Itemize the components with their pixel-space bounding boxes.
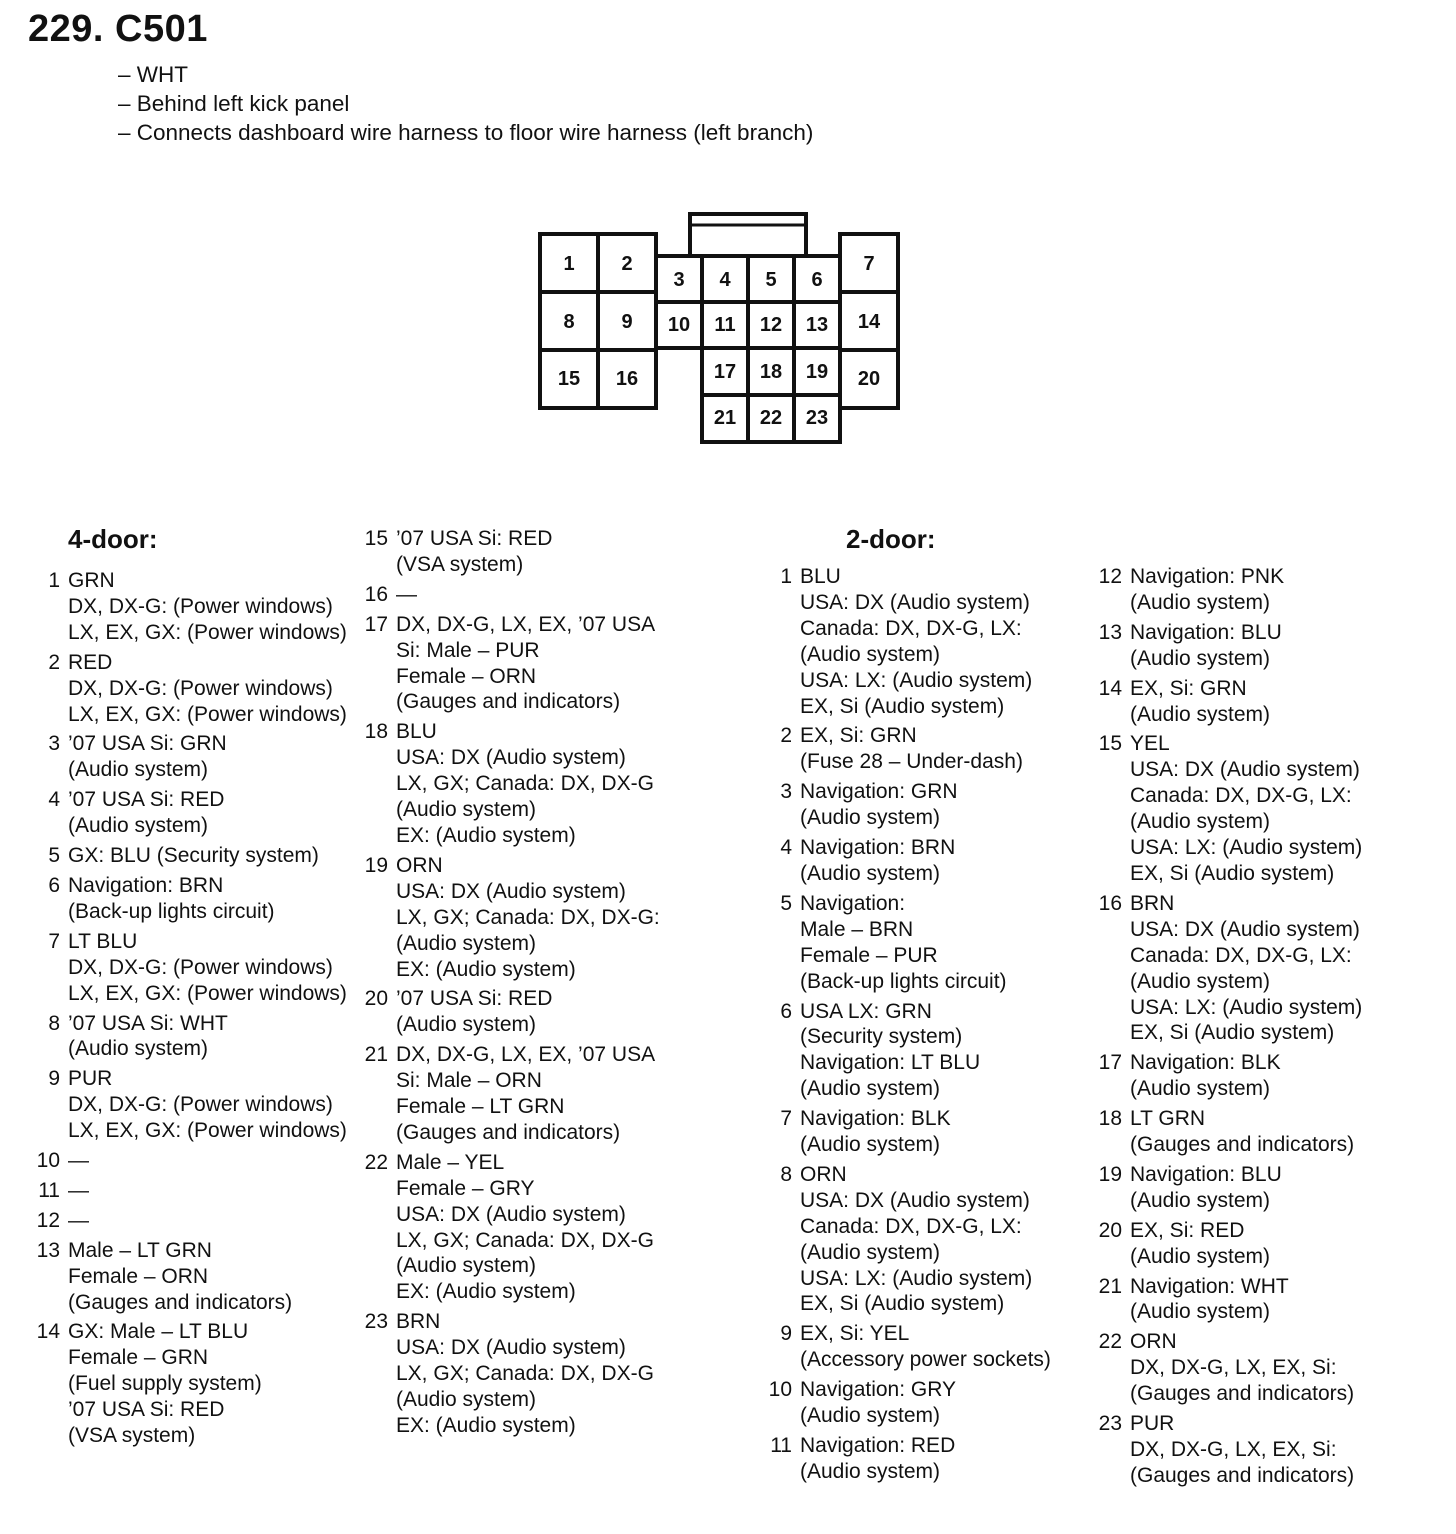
pin-entry [366,1309,660,1439]
pin-description-line: (Audio system) [1130,1300,1271,1324]
pin-description-line: (Audio system) [800,1240,941,1264]
pin-description-line: LX, GX; Canada: DX, DX-G [396,1228,654,1252]
cavity-18: 18 [759,361,783,383]
pin-description-line: ORN [1130,1330,1177,1354]
pin-number: 16 [1098,891,1122,915]
pin-number: 18 [364,720,388,744]
pin-description-line: (Audio system) [800,1077,941,1101]
pin-description-line: LX, GX; Canada: DX, DX-G [396,1362,654,1386]
pin-description-line: LX, EX, GX: (Power windows) [68,1119,347,1143]
pin-description-line: RED [68,650,113,674]
pin-description-line: ’07 USA Si: RED [396,987,553,1011]
pin-description-line: ’07 USA Si: RED [68,1398,225,1422]
pin-entry [1100,676,1362,728]
pin-number: 16 [364,582,388,606]
pin-entry [770,564,1051,719]
pin-number: 15 [364,527,388,550]
pin-number: 2 [48,650,60,674]
pin-description-line: (VSA system) [68,1424,196,1448]
pin-description-line: Female – ORN [68,1264,209,1288]
pin-description-line: Canada: DX, DX-G, LX: [1130,784,1352,808]
pin-entry [1100,564,1362,616]
pin-description-line: BLU [800,565,841,588]
two-door-pins-col2 [1100,564,1362,1493]
cavity-12: 12 [759,314,783,336]
pin-description-line: (Audio system) [800,642,941,666]
pin-description-line: EX: (Audio system) [396,823,576,847]
pin-number: 8 [780,1162,792,1186]
pin-description-line: (Audio system) [1130,1077,1271,1101]
pin-entry [1100,620,1362,672]
pin-entry [38,1066,347,1144]
cavity-4: 4 [719,269,731,291]
pin-description-line: BLU [396,720,437,744]
cavity-11: 11 [714,314,736,336]
pin-description-line: Navigation: GRN [800,780,958,804]
pin-entry [770,835,1051,887]
pin-description-line: (Accessory power sockets) [800,1348,1051,1372]
pin-description-line: (Audio system) [800,806,941,830]
cavity-19: 19 [805,361,829,383]
pin-entry [770,1321,1051,1373]
connector-color: – WHT [118,62,188,87]
pin-description-line: (Audio system) [800,861,941,885]
pin-number: 20 [364,987,388,1011]
pin-number: 14 [36,1320,60,1344]
pin-entry [1100,731,1362,886]
pin-description-line: Male – BRN [800,917,914,941]
pin-number: 1 [780,565,792,588]
pin-description-line: (Security system) [800,1025,963,1049]
pin-number: 2 [780,724,792,748]
pin-number: 3 [48,732,60,756]
pin-description-line: Navigation: LT BLU [800,1051,981,1075]
pin-description-line: (Gauges and indicators) [396,1120,621,1144]
pin-entry [366,1042,660,1146]
cavity-5: 5 [765,269,777,291]
pin-entry [38,731,347,783]
pin-entry [38,873,347,925]
pin-description-line: Navigation: [800,891,906,915]
pin-description-line: — [396,582,417,606]
pin-description-line: (Gauges and indicators) [396,690,621,714]
pin-number: 11 [38,1178,60,1202]
pin-description-line: BRN [396,1310,441,1334]
pin-entry [1100,1274,1362,1326]
pin-description-line: — [68,1149,89,1173]
cavity-15: 15 [557,368,581,390]
pin-number: 12 [1098,565,1122,588]
pin-number: 14 [1098,676,1122,700]
pin-description-line: LT GRN [1130,1107,1206,1131]
pin-description-line: (Gauges and indicators) [1130,1133,1355,1157]
cavity-9: 9 [621,311,633,333]
pin-number: 9 [48,1067,60,1091]
pin-description-line: EX, Si: YEL [800,1322,910,1346]
pin-description-line: GRN [68,569,115,592]
pin-number: 10 [768,1378,792,1402]
pin-number: 21 [1098,1274,1122,1298]
pin-description-line: EX, Si (Audio system) [800,694,1005,718]
pin-description-line: USA: DX (Audio system) [396,879,626,903]
pin-entry [770,1433,1051,1485]
pin-description-line: EX, Si (Audio system) [800,1292,1005,1316]
pin-description-line: Navigation: BRN [800,836,956,860]
pin-description-line: (Audio system) [1130,1188,1271,1212]
pin-description-line: (Audio system) [396,798,537,822]
pin-entry [38,1238,347,1316]
pin-description-line: Navigation: BLU [1130,620,1282,644]
pin-description-line: Female – ORN [396,664,537,688]
pin-number: 1 [48,569,60,592]
pin-description-line: LT BLU [68,929,138,953]
pin-entry [770,999,1051,1103]
pin-description-line: (Audio system) [68,758,209,782]
four-door-pins-col1 [38,568,347,1453]
pin-entry [366,1150,660,1305]
pin-entry [770,1377,1051,1429]
pin-entry [770,779,1051,831]
cavity-23: 23 [805,407,829,429]
pin-description-line: (Audio system) [800,1459,941,1483]
pin-entry [38,843,347,869]
pin-number: 11 [770,1434,792,1457]
connector-location: – Behind left kick panel [118,91,350,116]
cavity-1: 1 [563,253,575,275]
pin-description-line: (VSA system) [396,552,524,576]
pin-description-line: Female – PUR [800,943,938,967]
pin-description-line: Navigation: BLK [800,1107,951,1131]
pin-number: 13 [1098,620,1122,644]
pin-description-line: (Back-up lights circuit) [800,969,1007,993]
cavity-20: 20 [857,368,881,390]
pin-description-line: Si: Male – ORN [396,1069,542,1093]
pin-description-line: (Audio system) [396,1388,537,1411]
pin-description-line: (Audio system) [1130,702,1271,726]
pin-description-line: (Fuel supply system) [68,1372,262,1396]
pin-entry [770,1162,1051,1317]
pin-entry [38,1208,347,1234]
pin-entry [366,853,660,983]
pin-number: 21 [364,1043,388,1067]
pin-description-line: USA: LX: (Audio system) [1130,995,1363,1019]
pin-description-line: DX, DX-G: (Power windows) [68,955,333,979]
pin-entry [366,719,660,849]
pin-description-line: — [68,1178,89,1202]
pin-description-line: Navigation: BLK [1130,1051,1281,1075]
pin-entry [366,986,660,1038]
pin-description-line: GX: BLU (Security system) [68,844,319,868]
pin-number: 8 [48,1011,60,1035]
pin-description-line: ORN [396,853,443,877]
pin-entry [770,723,1051,775]
pin-number: 7 [48,929,60,953]
pin-entry [366,582,660,608]
pin-number: 19 [364,853,388,877]
pin-description-line: USA: DX (Audio system) [800,590,1030,614]
pin-description-line: DX, DX-G, LX, EX, ’07 USA [396,612,656,636]
pin-number: 18 [1098,1107,1122,1131]
pin-description-line: (Back-up lights circuit) [68,899,275,923]
pin-description-line: USA: DX (Audio system) [396,1336,626,1360]
pin-description-line: Male – YEL [396,1150,505,1174]
pin-description-line: EX, Si: GRN [800,724,917,748]
pin-number: 23 [364,1310,388,1334]
pin-number: 10 [36,1149,60,1173]
pin-description-line: DX, DX-G, LX, EX, Si: [1130,1356,1337,1380]
pin-description-line: Navigation: BLU [1130,1162,1282,1186]
pin-entry [38,929,347,1007]
pin-number: 19 [1098,1162,1122,1186]
pin-number: 22 [364,1150,388,1174]
cavity-7: 7 [863,253,875,275]
cavity-13: 13 [805,314,829,336]
pin-description-line: (Audio system) [1130,1244,1271,1268]
pin-description-line: Canada: DX, DX-G, LX: [800,1214,1022,1238]
pin-number: 4 [48,788,60,812]
pin-description-line: — [68,1208,89,1232]
pin-description-line: Navigation: BRN [68,873,224,897]
pin-number: 4 [780,836,792,860]
pin-entry [38,1148,347,1174]
pin-description-line: (Audio system) [800,1404,941,1428]
pin-description-line: (Audio system) [68,1037,209,1061]
pin-description-line: BRN [1130,891,1175,915]
pin-description-line: USA: DX (Audio system) [1130,758,1360,782]
pin-description-line: Female – LT GRN [396,1095,565,1119]
pin-description-line: USA: DX (Audio system) [396,746,626,770]
pin-number: 6 [48,873,60,897]
pin-description-line: USA: LX: (Audio system) [800,668,1033,692]
pin-entry [366,526,660,578]
pin-number: 9 [780,1322,792,1346]
pin-number: 20 [1098,1218,1122,1242]
cavity-14: 14 [857,311,881,333]
cavity-17: 17 [713,361,737,383]
pin-description-line: (Audio system) [396,931,537,955]
cavity-22: 22 [759,407,783,429]
pin-number: 17 [1098,1051,1122,1075]
pin-number: 3 [780,780,792,804]
pin-entry [38,787,347,839]
pin-description-line: Male – LT GRN [68,1238,212,1262]
cavity-2: 2 [621,253,633,275]
pin-entry [1100,1162,1362,1214]
pin-description-line: LX, GX; Canada: DX, DX-G [396,772,654,796]
pin-description-line: (Audio system) [396,1254,537,1278]
pin-description-line: DX, DX-G, LX, EX, Si: [1130,1438,1337,1461]
pin-description-line: Navigation: PNK [1130,565,1285,588]
pin-description-line: PUR [68,1067,113,1091]
four-door-pins-col2 [366,526,660,1443]
pin-description-line: USA LX: GRN [800,999,932,1023]
cavity-10: 10 [667,314,691,336]
pin-description-line: ’07 USA Si: RED [68,788,225,812]
pin-entry [770,1106,1051,1158]
pin-description-line: ’07 USA Si: RED [396,527,553,550]
pin-description-line: LX, EX, GX: (Power windows) [68,981,347,1005]
pin-number: 17 [364,612,388,636]
pin-description-line: Female – GRN [68,1346,209,1370]
pin-description-line: EX: (Audio system) [396,957,576,981]
pin-description-line: Si: Male – PUR [396,638,540,662]
pin-entry [366,612,660,716]
pin-description-line: USA: LX: (Audio system) [1130,836,1363,860]
pin-description-line: EX: (Audio system) [396,1280,576,1304]
pin-description-line: EX: (Audio system) [396,1413,576,1437]
pin-entry [1100,1218,1362,1270]
pin-entry [1100,1411,1362,1489]
pin-number: 5 [780,891,792,915]
cavity-3: 3 [673,269,685,291]
pin-description-line: GX: Male – LT BLU [68,1320,249,1344]
pin-description-line: LX, GX; Canada: DX, DX-G: [396,905,660,929]
cavity-16: 16 [615,368,639,390]
pin-description-line: Canada: DX, DX-G, LX: [1130,943,1352,967]
pin-description-line: (Audio system) [68,814,209,838]
pin-description-line: DX, DX-G, LX, EX, ’07 USA [396,1043,656,1067]
pin-description-line: Navigation: WHT [1130,1274,1289,1298]
pin-description-line: (Audio system) [1130,810,1271,834]
pin-number: 7 [780,1107,792,1131]
pin-description-line: (Fuse 28 – Under-dash) [800,750,1023,774]
pin-description-line: Navigation: RED [800,1434,956,1457]
pin-description-line: ’07 USA Si: GRN [68,732,227,756]
pin-description-line: LX, EX, GX: (Power windows) [68,702,347,726]
pin-entry [770,891,1051,995]
pin-entry [38,1178,347,1204]
pin-description-line: Navigation: GRY [800,1378,957,1402]
pin-description-line: (Gauges and indicators) [1130,1382,1355,1406]
cavity-21: 21 [713,407,737,429]
pin-description-line: ORN [800,1162,847,1186]
pin-description-line: (Audio system) [396,1013,537,1037]
pin-number: 5 [48,844,60,868]
pin-description-line: LX, EX, GX: (Power windows) [68,620,347,644]
pin-description-line: USA: DX (Audio system) [800,1188,1030,1212]
two-door-pins-col1 [770,564,1051,1489]
cavity-6: 6 [811,269,823,291]
pin-entry [1100,1050,1362,1102]
pin-number: 12 [36,1208,60,1232]
pin-description-line: DX, DX-G: (Power windows) [68,1093,333,1117]
pin-description-line: DX, DX-G: (Power windows) [68,676,333,700]
pin-number: 6 [780,999,792,1023]
pin-description-line: EX, Si (Audio system) [1130,1021,1335,1045]
pin-entry [38,1319,347,1449]
four-door-heading: 4-door: [68,524,158,554]
pin-description-line: USA: DX (Audio system) [396,1202,626,1226]
pin-description-line: ’07 USA Si: WHT [68,1011,228,1035]
pin-description-line: YEL [1130,732,1170,756]
pin-description-line: (Gauges and indicators) [1130,1463,1355,1487]
pin-description-line: EX, Si: GRN [1130,676,1247,700]
pin-description-line: USA: LX: (Audio system) [800,1266,1033,1290]
two-door-heading: 2-door: [846,524,936,554]
pin-description-line: PUR [1130,1412,1175,1436]
pin-entry [1100,891,1362,1046]
pin-entry [38,650,347,728]
pin-description-line: (Gauges and indicators) [68,1290,293,1314]
pin-description-line: (Audio system) [1130,969,1271,993]
pin-description-line: Canada: DX, DX-G, LX: [800,616,1022,640]
page-title: 229. C501 [28,8,208,50]
pin-number: 23 [1098,1412,1122,1436]
pin-number: 13 [36,1238,60,1262]
pin-number: 22 [1098,1330,1122,1354]
pin-description-line: (Audio system) [800,1133,941,1157]
connector-description: – Connects dashboard wire harness to floor wire harness (left branch) [118,120,814,145]
pin-description-line: USA: DX (Audio system) [1130,917,1360,941]
pin-description-line: Female – GRY [396,1176,535,1200]
pin-description-line: EX, Si: RED [1130,1218,1245,1242]
pin-description-line: (Audio system) [1130,590,1271,614]
cavity-8: 8 [563,311,575,333]
pin-description-line: (Audio system) [1130,646,1271,670]
pin-entry [38,1011,347,1063]
pin-description-line: EX, Si (Audio system) [1130,861,1335,885]
pin-entry [1100,1106,1362,1158]
pin-entry [38,568,347,646]
pin-number: 15 [1098,732,1122,756]
pin-entry [1100,1329,1362,1407]
pin-description-line: DX, DX-G: (Power windows) [68,594,333,618]
